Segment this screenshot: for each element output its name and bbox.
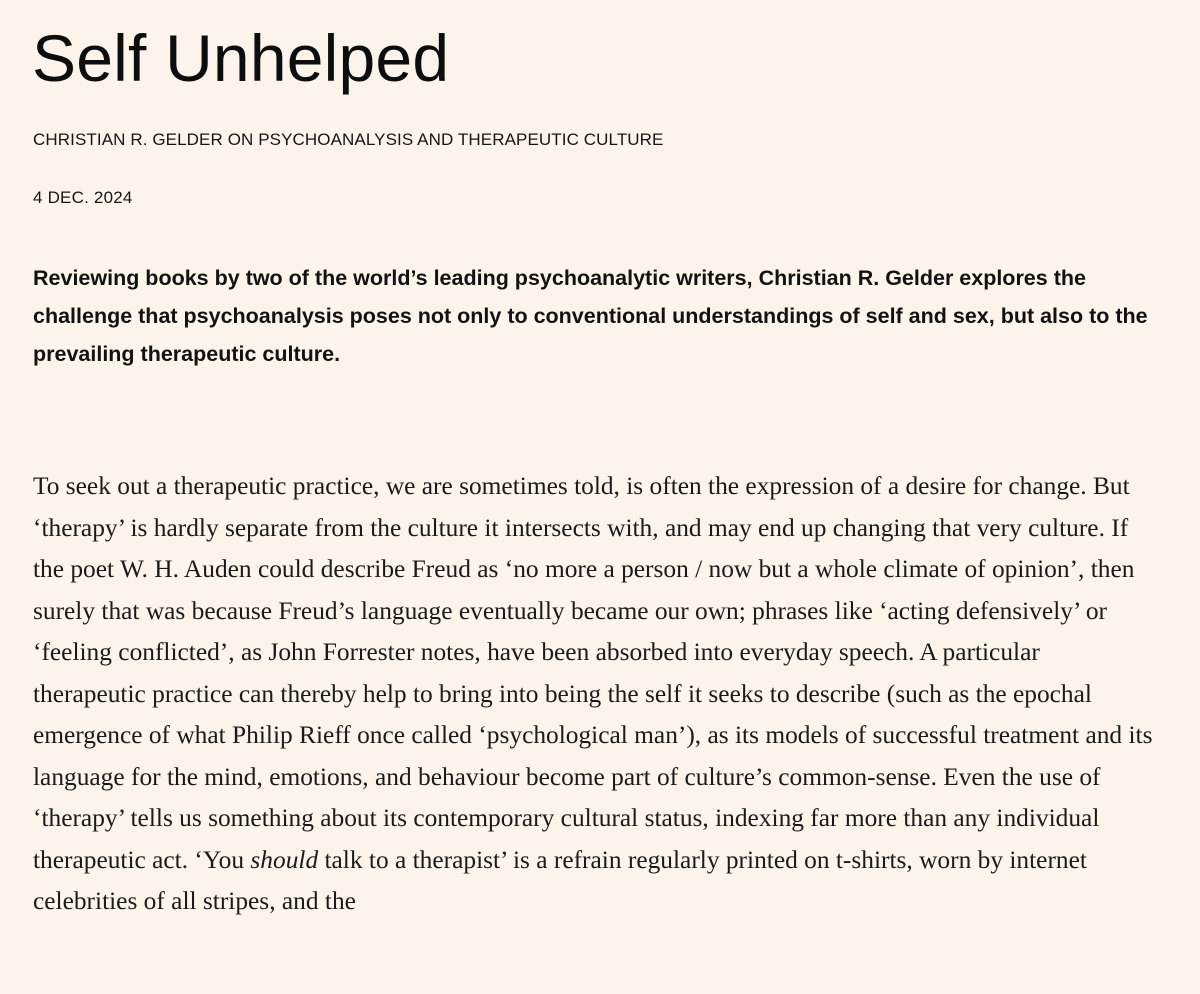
body-text-part-2: talk to a therapist’ is a refrain regularly printed on t-shirts, worn by internet celebrities of all stripes, and the (33, 845, 1087, 915)
article-standfirst: Reviewing books by two of the world’s leading psychoanalytic writers, Christian R. Gelder explores the challenge that psychoanalysis poses not only to conventional understandings of self and sex, but also to the prevailing therapeutic culture. (33, 266, 1148, 366)
body-text-part-1: To seek out a therapeutic practice, we are sometimes told, is often the expression of a desire for change. But ‘therapy’ is hardly separate from the culture it intersects with, and may end up changing that very culture. If the poet W. H. Auden could describe Freud as ‘no more a person / now but a whole climate of opinion’, then surely that was because Freud’s language eventually became our own; phrases like ‘acting defensively’ or ‘feeling conflicted’, as John Forrester notes, have been absorbed into everyday speech. A particular therapeutic practice can thereby help to bring into being the self it seeks to describe (such as the epochal emergence of what Philip Rieff once called ‘psychological man’), as its models of successful treatment and its language for the mind, emotions, and behaviour become part of culture’s common-sense. Even the use of ‘therapy’ tells us something about its contemporary cultural status, indexing far more than any individual therapeutic act. ‘You (33, 472, 1153, 874)
article-body-paragraph (33, 466, 1157, 923)
article-title: Self Unhelped (32, 21, 450, 95)
publication-date: 4 DEC. 2024 (33, 188, 133, 207)
body-text-emphasis: should (250, 845, 319, 874)
article-kicker: CHRISTIAN R. GELDER ON PSYCHOANALYSIS AND THERAPEUTIC CULTURE (33, 130, 664, 149)
